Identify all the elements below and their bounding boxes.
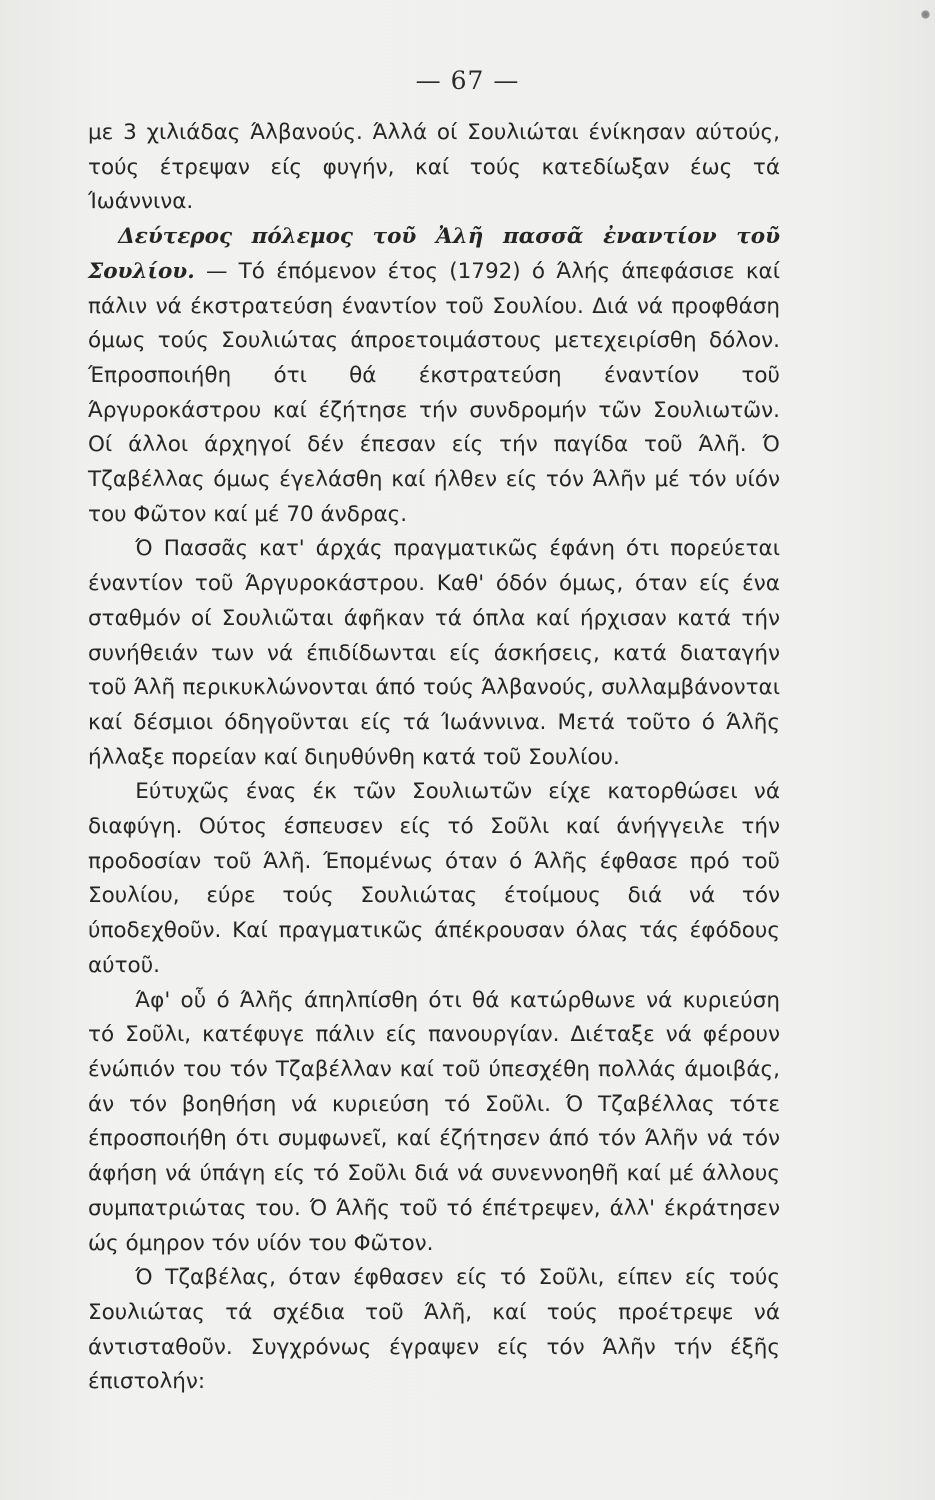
page-number: — 67 — — [415, 66, 520, 95]
paragraph-4: Εύτυχῶς ένας έκ τῶν Σουλιωτῶν είχε κατορθώσει νά διαφύγη. Ούτος έσπευσεν είς τό Σοῦλι καί άνήγγειλε τήν προδοσίαν τοῦ Άλῆ. Έπομένως όταν ό Άλῆς έφθασε πρό τοῦ Σουλίου, εύρε τούς Σουλιώτας έτοίμους διά νά τόν ύποδεχθοῦν. Καί πραγματικῶς άπέκρουσαν όλας τάς έφόδους αύτοῦ. — [88, 779, 780, 978]
corner-speck — [921, 10, 930, 19]
paragraph-3: Ό Πασσᾶς κατ' άρχάς πραγματικῶς έφάνη ότι πορεύεται έναντίον τοῦ Άργυροκάστρου. Καθ' όδόν όμως, όταν είς ένα σταθμόν οί Σουλιῶται άφῆκαν τά όπλα καί ήρχισαν κατά τήν συνήθειάν των νά έπιδίδωνται είς άσκήσεις, κατά διαταγήν τοῦ Άλῆ περικυκλώνονται άπό τούς Άλβανούς, συλλαμβάνονται καί δέσμιοι όδηγοῦνται είς τά Ίωάννινα. Μετά τοῦτο ό Άλῆς ήλλαξε πορείαν καί διηυθύνθη κατά τοῦ Σουλίου. — [88, 536, 780, 770]
paragraph-2-text: — Τό έπόμενον έτος (1792) ό Άλής άπεφάσισε καί πάλιν νά έκστρατεύση έναντίον τοῦ Σουλίου. Διά νά προφθάση όμως τούς Σουλιώτας άπροετοιμάστους μετεχειρίσθη δόλον. Έπροσποιήθη ότι θά έκστρατεύση έναντίον τοῦ Άργυροκάστρου καί έζήτησε τήν συνδρομήν τῶν Σουλιωτῶν. Οί άλλοι άρχηγοί δέν έπεσαν είς τήν παγίδα τοῦ Άλῆ. Ό Τζαβέλλας όμως έγελάσθη καί ήλθεν είς τόν Άλῆν μέ τόν υίόν του Φῶτον καί μέ 70 άνδρας. — [88, 258, 781, 527]
paragraph-6: Ό Τζαβέλας, όταν έφθασεν είς τό Σοῦλι, είπεν είς τούς Σουλιώτας τά σχέδια τοῦ Άλῆ, καί τούς προέτρεψε νά άντισταθοῦν. Συγχρόνως έγραψεν είς τόν Άλῆν τήν έξῆς έπιστολήν: — [88, 1265, 780, 1395]
paragraph-1: με 3 χιλιάδας Άλβανούς. Άλλά οί Σουλιώται ένίκησαν αύτούς, τούς έτρεψαν είς φυγήν, καί τούς κατεδίωξαν έως τά Ίωάννινα. — [88, 120, 780, 215]
paragraph-5: Άφ' οὗ ό Άλῆς άπηλπίσθη ότι θά κατώρθωνε νά κυριεύση τό Σοῦλι, κατέφυγε πάλιν είς πανουργίαν. Διέταξε νά φέρουν ένώπιόν του τόν Τζαβέλλαν καί τοῦ ύπεσχέθη πολλάς άμοιβάς, άν τόν βοηθήση νά κυριεύση τό Σοῦλι. Ό Τζαβέλλας τότε έπροσποιήθη ότι συμφωνεῖ, καί έζήτησεν άπό τόν Άλῆν νά τόν άφήση νά ύπάγη είς τό Σοῦλι διά νά συνεννοηθῆ καί μέ άλλους συμπατριώτας του. Ό Άλῆς τοῦ τό έπέτρεψεν, άλλ' έκράτησεν ώς όμηρον τόν υίόν του Φῶτον. — [88, 987, 780, 1256]
paragraph-2 — [88, 220, 780, 532]
section-heading: Δεύτερος πόλεμος τοῦ Ἀλῆ πασσᾶ ἐναντίον τοῦ Σουλίου. — [88, 224, 780, 284]
body-text — [88, 116, 780, 1400]
